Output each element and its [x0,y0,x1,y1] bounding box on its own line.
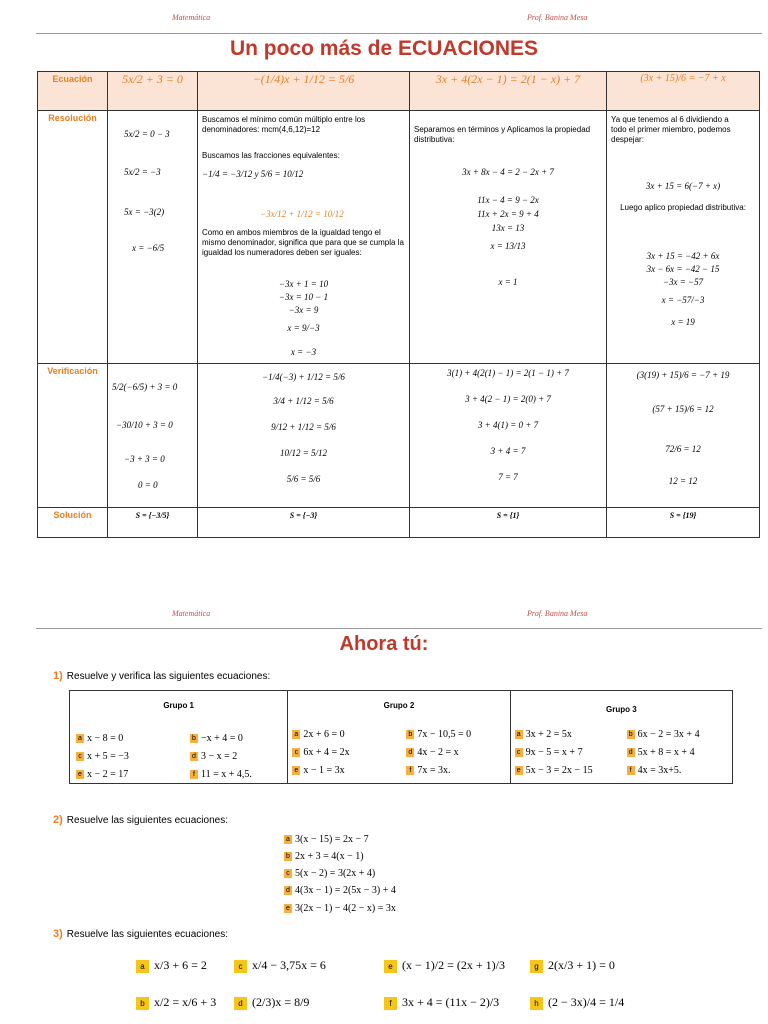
resolution-1 [108,111,198,364]
solution-3: S = {1} [410,508,607,538]
step: x = 9/−3 [287,323,320,333]
explanation: Buscamos el mínimo común múltiplo entre los denominadores: mcm(4,6,12)=12 [202,115,366,134]
step: 3x + 15 = 6(−7 + x) [645,181,721,191]
check: −1/4(−3) + 1/12 = 5/6 [262,372,345,382]
explanation: Separamos en términos y Aplicamos la propiedad distributiva: [414,125,591,144]
solution-4: S = {19} [607,508,760,538]
exercise: e (x − 1)/2 = (2x + 1)/3 [384,958,505,973]
check: 3(1) + 4(2(1) − 1) = 2(1 − 1) + 7 [447,368,569,378]
exercise: c 5(x − 2) = 3(2x + 4) [284,868,375,879]
check: 72/6 = 12 [665,444,701,454]
exercise: a x/3 + 6 = 2 [136,958,207,973]
question-number: 2) [53,814,63,826]
page2-title: Ahora tú: [339,633,429,655]
step: 5x = −3(2) [124,207,165,217]
exercise: f 4x = 3x+5. [627,765,682,776]
step: x = 13/13 [490,241,526,251]
header-rule [36,628,762,629]
check: 9/12 + 1/12 = 5/6 [271,422,336,432]
exercise: b 7x − 10,5 = 0 [406,729,471,740]
header-rule [36,33,762,34]
check: 3 + 4(2 − 1) = 2(0) + 7 [465,394,551,404]
step: −3x/12 + 1/12 = 10/12 [260,209,344,219]
check: 3 + 4 = 7 [490,446,526,456]
check: 3 + 4(1) = 0 + 7 [477,420,539,430]
row-label-ecuacion: Ecuación [38,72,108,111]
step: 11x + 2x = 9 + 4 [477,209,539,219]
exercise: a 3x + 2 = 5x [515,729,572,740]
group-3 [510,691,732,784]
step: 3x + 8x − 4 = 2 − 2x + 7 [462,167,554,177]
step: x = 1 [498,277,518,287]
exercise: d 4(3x − 1) = 2(5x − 3) + 4 [284,885,396,896]
check: 12 = 12 [668,476,698,486]
verification-2 [198,364,410,508]
check: 0 = 0 [138,480,158,490]
check: 7 = 7 [498,472,518,482]
check: −30/10 + 3 = 0 [116,420,173,430]
step: −3x = 9 [288,305,319,315]
check: 5/2(−6/5) + 3 = 0 [112,382,178,392]
group-2 [288,691,510,784]
exercise: e x − 1 = 3x [292,765,344,776]
step: −1/4 = −3/12 y 5/6 = 10/12 [202,169,304,179]
verification-4 [607,364,760,508]
exercise: c 6x + 4 = 2x [292,747,349,758]
question-1 [53,670,270,682]
group-title: Grupo 3 [605,705,637,714]
exercise: a 3(x − 15) = 2x − 7 [284,834,369,845]
step: x = −57/−3 [661,295,705,305]
question-2 [53,814,228,826]
step: x = −3 [290,347,317,357]
step: −3x = 10 − 1 [278,292,329,302]
question-number: 1) [53,670,63,682]
step: 3x + 15 = −42 + 6x [646,251,720,261]
resolution-4 [607,111,760,364]
check: (3(19) + 15)/6 = −7 + 19 [636,370,730,380]
question-text: Resuelve y verifica las siguientes ecuaciones: [66,671,271,682]
equation-2: −(1/4)x + 1/12 = 5/6 [198,72,410,111]
step: x = −6/5 [132,243,165,253]
page2-header [0,606,768,622]
header-subject: Matemática [172,609,211,618]
solution-1: S = {−3/5} [108,508,198,538]
exercise: d 3 − x = 2 [190,751,237,762]
groups-table [69,690,733,784]
question-number: 3) [53,928,63,940]
exercise: a 2x + 6 = 0 [292,729,344,740]
explanation: Buscamos las fracciones equivalentes: [202,151,340,160]
exercise: a x − 8 = 0 [76,733,123,744]
group-1 [70,691,288,784]
equation-1: 5x/2 + 3 = 0 [108,72,198,111]
row-label-verificacion: Verificación [38,364,108,508]
check: 10/12 = 5/12 [279,448,328,458]
exercise: d 4x − 2 = x [406,747,458,758]
exercise: b 2x + 3 = 4(x − 1) [284,851,364,862]
row-label-resolucion: Resolución [38,111,108,364]
question-text: Resuelve las siguientes ecuaciones: [66,929,228,940]
row-label-solucion: Solución [38,508,108,538]
check: 3/4 + 1/12 = 5/6 [273,396,334,406]
explanation: Ya que tenemos al 6 dividiendo a todo el primer miembro, podemos despejar: [611,115,731,144]
step: 11x − 4 = 9 − 2x [477,195,539,205]
solution-2: S = {−3} [198,508,410,538]
exercise: d 5x + 8 = x + 4 [627,747,695,758]
exercise: b x/2 = x/6 + 3 [136,995,216,1010]
exercise: e 3(2x − 1) − 4(2 − x) = 3x [284,903,396,914]
step: −3x = −57 [662,277,704,287]
exercise: d (2/3)x = 8/9 [234,995,309,1010]
exercise: g 2(x/3 + 1) = 0 [530,958,615,973]
exercise: e 5x − 3 = 2x − 15 [515,765,593,776]
question-text: Resuelve las siguientes ecuaciones: [66,815,228,826]
equation-3: 3x + 4(2x − 1) = 2(1 − x) + 7 [410,72,607,111]
exercise: b 6x − 2 = 3x + 4 [627,729,700,740]
explanation: Luego aplico propiedad distributiva: [620,203,746,212]
exercise: c 9x − 5 = x + 7 [515,747,583,758]
equation-4: (3x + 15)/6 = −7 + x [607,72,760,111]
step: 3x − 6x = −42 − 15 [646,264,720,274]
exercise: f 7x = 3x. [406,765,450,776]
check: −3 + 3 = 0 [124,454,165,464]
page-title: Un poco más de ECUACIONES [229,37,539,60]
resolution-3 [410,111,607,364]
header-teacher: Prof. Banina Mesa [527,609,588,618]
exercise: c x/4 − 3,75x = 6 [234,958,326,973]
step: 13x = 13 [491,223,525,233]
question-3 [53,928,228,940]
exercise: e x − 2 = 17 [76,769,128,780]
exercise: c x + 5 = −3 [76,751,129,762]
step: −3x + 1 = 10 [278,279,329,289]
step: 5x/2 = −3 [124,167,161,177]
check: (57 + 15)/6 = 12 [652,404,714,414]
page-header [0,10,768,26]
header-teacher: Prof. Banina Mesa [527,13,588,22]
verification-1 [108,364,198,508]
verification-3 [410,364,607,508]
header-subject: Matemática [172,13,211,22]
equations-table [37,71,760,538]
step: 5x/2 = 0 − 3 [124,129,170,139]
exercise: h (2 − 3x)/4 = 1/4 [530,995,624,1010]
group-title: Grupo 1 [163,701,194,710]
exercise: f 11 = x + 4,5. [190,769,252,780]
exercise: b −x + 4 = 0 [190,733,243,744]
exercise: f 3x + 4 = (11x − 2)/3 [384,995,499,1010]
step: x = 19 [671,317,695,327]
check: 5/6 = 5/6 [286,474,321,484]
resolution-2 [198,111,410,364]
explanation: Como en ambos miembros de la igualdad tengo el mismo denominador, significa que para que se cumpla la igualdad los numeradores deben ser iguales: [202,228,404,257]
group-title: Grupo 2 [383,701,415,710]
